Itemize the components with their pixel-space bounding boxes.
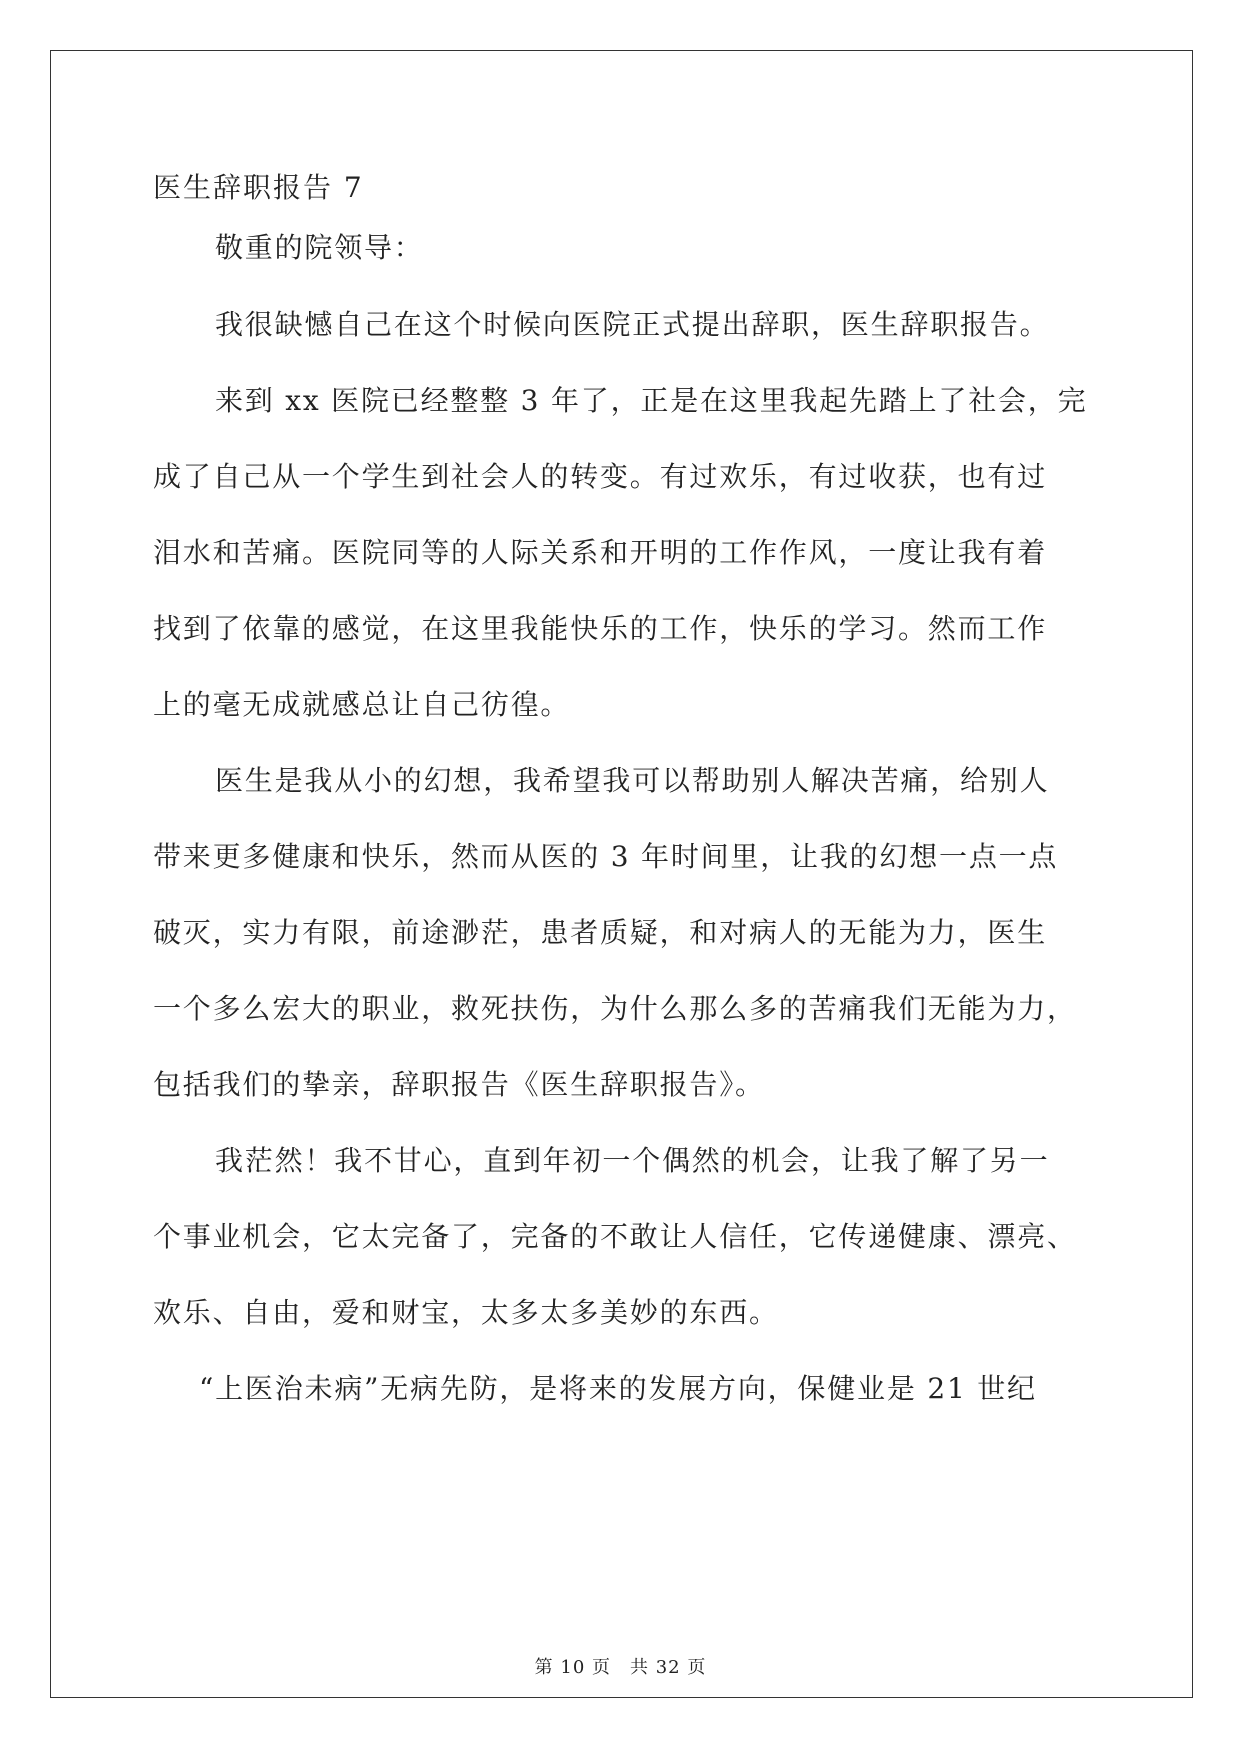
paragraph-line: 泪水和苦痛。医院同等的人际关系和开明的工作作风，一度让我有着 (153, 536, 1048, 569)
paragraph-line: 带来更多健康和快乐，然而从医的 3 年时间里，让我的幻想一点一点 (153, 840, 1059, 873)
paragraph-line: 欢乐、自由，爱和财宝，太多太多美妙的东西。 (153, 1296, 779, 1329)
page-number: 第 10 页 共 32 页 (534, 1657, 707, 1678)
paragraph-line: 成了自己从一个学生到社会人的转变。有过欢乐，有过收获，也有过 (153, 460, 1048, 493)
paragraph-line: 包括我们的挚亲，辞职报告《医生辞职报告》。 (153, 1068, 765, 1101)
paragraph-line: 个事业机会，它太完备了，完备的不敢让人信任，它传递健康、漂亮、 (153, 1220, 1077, 1253)
paragraph-line: 上的毫无成就感总让自己彷徨。 (153, 688, 571, 721)
paragraph-line: 我茫然！我不甘心，直到年初一个偶然的机会，让我了解了另一 (215, 1144, 1050, 1177)
paragraph-line: 我很缺憾自己在这个时候向医院正式提出辞职，医生辞职报告。 (215, 308, 1050, 341)
paragraph-line: 医生是我从小的幻想，我希望我可以帮助别人解决苦痛，给别人 (215, 764, 1050, 797)
paragraph-line: 敬重的院领导： (215, 231, 424, 264)
paragraph-line: 来到 xx 医院已经整整 3 年了，正是在这里我起先踏上了社会，完 (215, 384, 1088, 417)
paragraph-line: “上医治未病”无病先防，是将来的发展方向，保健业是 21 世纪 (199, 1372, 1037, 1405)
paragraph-line: 破灭，实力有限，前途渺茫，患者质疑，和对病人的无能为力，医生 (153, 916, 1048, 949)
document-title: 医生辞职报告 7 (153, 171, 364, 204)
paragraph-line: 一个多么宏大的职业，救死扶伤，为什么那么多的苦痛我们无能为力， (153, 992, 1077, 1025)
paragraph-line: 找到了依靠的感觉，在这里我能快乐的工作，快乐的学习。然而工作 (153, 612, 1048, 645)
